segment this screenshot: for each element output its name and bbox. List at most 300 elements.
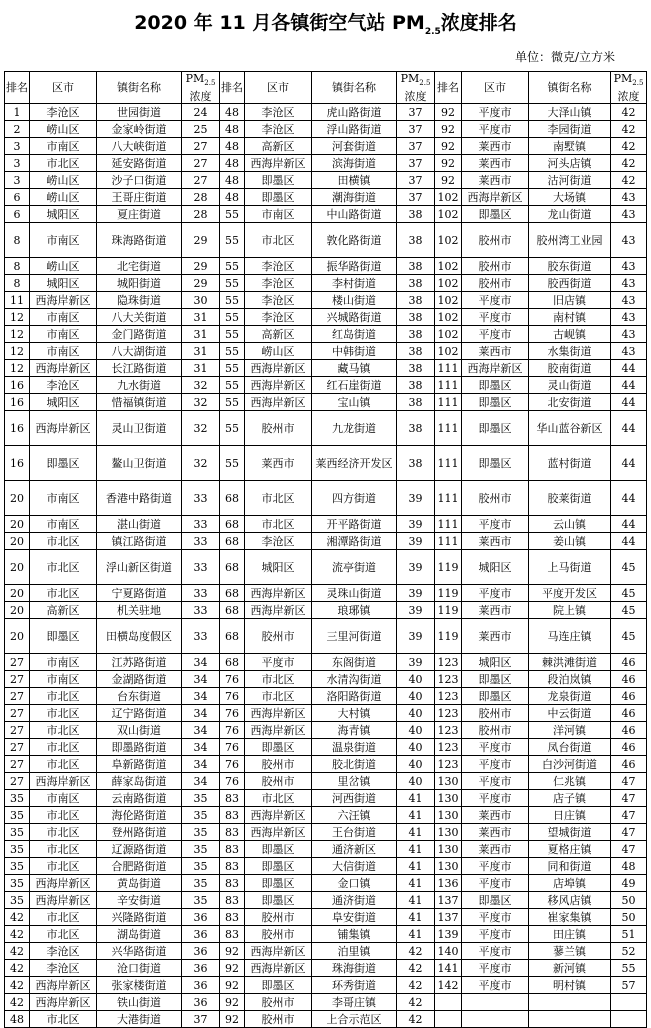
header-rank: 排名 (5, 72, 30, 104)
pm25-cell: 35 (182, 892, 220, 909)
street-cell: 店子镇 (529, 790, 611, 807)
district-cell: 莱西市 (462, 138, 529, 155)
rank-cell: 48 (220, 189, 245, 206)
pm25-cell: 35 (182, 807, 220, 824)
district-cell: 平度市 (462, 960, 529, 977)
district-cell: 西海岸新区 (245, 360, 312, 377)
rank-cell: 130 (435, 841, 462, 858)
pm25-cell (611, 994, 647, 1011)
street-cell: 宁夏路街道 (97, 585, 182, 602)
district-cell: 李沧区 (245, 104, 312, 121)
street-cell: 河头店镇 (529, 155, 611, 172)
district-cell: 李沧区 (245, 309, 312, 326)
pm25-cell: 42 (611, 155, 647, 172)
street-cell: 八大关街道 (97, 309, 182, 326)
street-cell: 中云街道 (529, 705, 611, 722)
district-cell: 平度市 (462, 756, 529, 773)
pm25-cell: 46 (611, 688, 647, 705)
rank-cell: 92 (220, 994, 245, 1011)
street-cell: 仁兆镇 (529, 773, 611, 790)
district-cell: 崂山区 (30, 189, 97, 206)
street-cell: 薛家岛街道 (97, 773, 182, 790)
district-cell: 西海岸新区 (245, 155, 312, 172)
street-cell (529, 994, 611, 1011)
street-cell: 开平路街道 (312, 516, 397, 533)
pm25-cell: 41 (397, 824, 435, 841)
pm25-cell: 30 (182, 292, 220, 309)
table-row (5, 309, 647, 326)
header-district: 区市 (30, 72, 97, 104)
pm25-cell (611, 1011, 647, 1028)
rank-cell: 76 (220, 722, 245, 739)
street-cell: 环秀街道 (312, 977, 397, 994)
rank-cell: 92 (435, 121, 462, 138)
rank-cell: 92 (220, 943, 245, 960)
street-cell: 大港街道 (97, 1011, 182, 1028)
street-cell: 滨海街道 (312, 155, 397, 172)
district-cell: 西海岸新区 (30, 773, 97, 790)
pm25-cell: 37 (397, 121, 435, 138)
street-cell: 阜安街道 (312, 909, 397, 926)
rank-cell: 130 (435, 858, 462, 875)
street-cell: 北宅街道 (97, 258, 182, 275)
street-cell: 胶南街道 (529, 360, 611, 377)
rank-cell: 141 (435, 960, 462, 977)
district-cell: 即墨区 (245, 875, 312, 892)
header-street: 镇街名称 (97, 72, 182, 104)
district-cell: 市北区 (245, 671, 312, 688)
district-cell: 平度市 (462, 104, 529, 121)
rank-cell: 3 (5, 138, 30, 155)
street-cell: 灵山卫街道 (97, 411, 182, 446)
pm25-cell: 34 (182, 705, 220, 722)
pm25-cell: 33 (182, 550, 220, 585)
rank-cell: 92 (220, 960, 245, 977)
street-cell: 延安路街道 (97, 155, 182, 172)
pm25-cell: 40 (397, 688, 435, 705)
street-cell: 上合示范区 (312, 1011, 397, 1028)
rank-cell: 92 (220, 1011, 245, 1028)
street-cell: 湛山街道 (97, 516, 182, 533)
pm25-cell: 48 (611, 858, 647, 875)
pm25-cell: 36 (182, 943, 220, 960)
pm25-cell: 45 (611, 602, 647, 619)
rank-cell: 119 (435, 550, 462, 585)
district-cell: 城阳区 (30, 394, 97, 411)
rank-cell: 55 (220, 223, 245, 258)
table-row (5, 824, 647, 841)
pm25-cell: 37 (397, 104, 435, 121)
rank-cell: 6 (5, 189, 30, 206)
table-row (5, 602, 647, 619)
pm25-cell: 44 (611, 481, 647, 516)
district-cell: 市南区 (245, 206, 312, 223)
pm25-cell: 28 (182, 206, 220, 223)
district-cell: 即墨区 (462, 671, 529, 688)
district-cell: 西海岸新区 (245, 705, 312, 722)
pm25-cell: 39 (397, 585, 435, 602)
pm25-cell: 38 (397, 223, 435, 258)
pm25-cell: 47 (611, 790, 647, 807)
street-cell: 琅琊镇 (312, 602, 397, 619)
table-body (5, 104, 647, 1028)
pm25-cell: 41 (397, 926, 435, 943)
district-cell: 胶州市 (462, 722, 529, 739)
pm25-cell: 31 (182, 343, 220, 360)
rank-cell: 27 (5, 756, 30, 773)
table-row (5, 841, 647, 858)
street-cell: 流亭街道 (312, 550, 397, 585)
table-row (5, 343, 647, 360)
rank-cell: 12 (5, 309, 30, 326)
pm25-cell: 52 (611, 943, 647, 960)
table-row (5, 258, 647, 275)
rank-cell: 55 (220, 446, 245, 481)
district-cell: 西海岸新区 (245, 602, 312, 619)
district-cell: 西海岸新区 (30, 411, 97, 446)
district-cell: 平度市 (462, 121, 529, 138)
table-row (5, 155, 647, 172)
table-row (5, 326, 647, 343)
rank-cell: 123 (435, 722, 462, 739)
pm25-cell: 38 (397, 446, 435, 481)
district-cell: 胶州市 (245, 909, 312, 926)
rank-cell: 102 (435, 275, 462, 292)
district-cell: 莱西市 (462, 343, 529, 360)
table-row (5, 654, 647, 671)
street-cell: 沧口街道 (97, 960, 182, 977)
rank-cell: 12 (5, 360, 30, 377)
pm25-cell: 32 (182, 394, 220, 411)
pm25-cell: 44 (611, 533, 647, 550)
pm25-cell: 35 (182, 824, 220, 841)
street-cell: 店埠镇 (529, 875, 611, 892)
pm25-cell: 32 (182, 411, 220, 446)
pm25-cell: 40 (397, 705, 435, 722)
rank-cell: 16 (5, 394, 30, 411)
district-cell: 李沧区 (245, 292, 312, 309)
rank-cell: 123 (435, 688, 462, 705)
rank-cell: 76 (220, 739, 245, 756)
district-cell: 即墨区 (245, 172, 312, 189)
district-cell: 西海岸新区 (245, 585, 312, 602)
street-cell: 胶州湾工业园 (529, 223, 611, 258)
street-cell: 长江路街道 (97, 360, 182, 377)
rank-cell: 55 (220, 394, 245, 411)
district-cell: 西海岸新区 (245, 394, 312, 411)
rank-cell: 119 (435, 619, 462, 654)
street-cell: 红岛街道 (312, 326, 397, 343)
pm25-cell: 34 (182, 671, 220, 688)
district-cell: 市北区 (30, 858, 97, 875)
pm25-cell: 33 (182, 619, 220, 654)
district-cell: 平度市 (245, 654, 312, 671)
rank-cell: 48 (220, 172, 245, 189)
rank-cell: 76 (220, 705, 245, 722)
rank-cell: 92 (220, 977, 245, 994)
pm25-cell: 42 (397, 977, 435, 994)
street-cell: 大村镇 (312, 705, 397, 722)
table-row (5, 411, 647, 446)
street-cell: 水集街道 (529, 343, 611, 360)
rank-cell: 76 (220, 756, 245, 773)
pm25-cell: 31 (182, 309, 220, 326)
rank-cell: 1 (5, 104, 30, 121)
rank-cell: 55 (220, 326, 245, 343)
street-cell: 李园街道 (529, 121, 611, 138)
rank-cell: 12 (5, 343, 30, 360)
district-cell: 西海岸新区 (462, 360, 529, 377)
rank-cell: 111 (435, 446, 462, 481)
table-row (5, 446, 647, 481)
street-cell: 泊里镇 (312, 943, 397, 960)
pm25-cell: 46 (611, 705, 647, 722)
street-cell: 兴城路街道 (312, 309, 397, 326)
street-cell: 胶西街道 (529, 275, 611, 292)
rank-cell: 42 (5, 960, 30, 977)
street-cell: 崔家集镇 (529, 909, 611, 926)
rank-cell: 68 (220, 619, 245, 654)
pm25-cell: 46 (611, 739, 647, 756)
district-cell: 市北区 (30, 688, 97, 705)
pm25-cell: 38 (397, 343, 435, 360)
pm25-cell: 33 (182, 585, 220, 602)
district-cell: 平度市 (462, 773, 529, 790)
street-cell: 湘潭路街道 (312, 533, 397, 550)
pm25-cell: 39 (397, 533, 435, 550)
header-rank: 排名 (220, 72, 245, 104)
street-cell: 三里河街道 (312, 619, 397, 654)
table-row (5, 275, 647, 292)
rank-cell: 102 (435, 189, 462, 206)
rank-cell: 111 (435, 533, 462, 550)
district-cell: 胶州市 (462, 258, 529, 275)
pm25-cell: 31 (182, 326, 220, 343)
pm25-cell: 39 (397, 602, 435, 619)
pm25-cell: 42 (611, 138, 647, 155)
table-row (5, 858, 647, 875)
street-cell: 河套街道 (312, 138, 397, 155)
rank-cell: 102 (435, 309, 462, 326)
rank-cell: 123 (435, 705, 462, 722)
rank-cell: 137 (435, 909, 462, 926)
street-cell: 南墅镇 (529, 138, 611, 155)
pm25-cell: 57 (611, 977, 647, 994)
district-cell: 莱西市 (462, 619, 529, 654)
pm25-cell: 46 (611, 756, 647, 773)
header-row (5, 72, 647, 104)
pm25-cell: 37 (182, 1011, 220, 1028)
rank-cell: 55 (220, 411, 245, 446)
street-cell: 旧店镇 (529, 292, 611, 309)
rank-cell: 48 (220, 104, 245, 121)
header-street: 镇街名称 (312, 72, 397, 104)
street-cell: 即墨路街道 (97, 739, 182, 756)
district-cell: 市北区 (245, 790, 312, 807)
pm25-cell: 39 (397, 550, 435, 585)
rank-cell: 83 (220, 807, 245, 824)
district-cell: 李沧区 (245, 258, 312, 275)
street-cell: 九龙街道 (312, 411, 397, 446)
street-cell: 莱西经济开发区 (312, 446, 397, 481)
street-cell: 龙泉街道 (529, 688, 611, 705)
district-cell: 李沧区 (245, 533, 312, 550)
street-cell: 惜福镇街道 (97, 394, 182, 411)
district-cell: 西海岸新区 (30, 875, 97, 892)
rank-cell: 55 (220, 292, 245, 309)
district-cell: 高新区 (245, 326, 312, 343)
header-rank: 排名 (435, 72, 462, 104)
street-cell: 城阳街道 (97, 275, 182, 292)
page-title: 2020 年 11 月各镇街空气站 $PM_{2.5}$浓度排名 (134, 12, 517, 37)
street-cell: 金门路街道 (97, 326, 182, 343)
street-cell: 辽宁路街道 (97, 705, 182, 722)
rank-cell: 20 (5, 533, 30, 550)
district-cell: 莱西市 (462, 155, 529, 172)
rank-cell: 20 (5, 550, 30, 585)
table-header (5, 72, 647, 104)
rank-cell: 42 (5, 977, 30, 994)
street-cell: 六汪镇 (312, 807, 397, 824)
district-cell: 李沧区 (30, 960, 97, 977)
table-row (5, 705, 647, 722)
district-cell: 即墨区 (245, 189, 312, 206)
header-pm25: $PM_{2.5}$浓度 (182, 72, 220, 104)
rank-cell: 83 (220, 875, 245, 892)
street-cell: 同和街道 (529, 858, 611, 875)
street-cell: 胶北街道 (312, 756, 397, 773)
pm25-cell: 33 (182, 516, 220, 533)
district-cell: 市南区 (30, 516, 97, 533)
street-cell: 日庄镇 (529, 807, 611, 824)
pm25-cell: 37 (397, 138, 435, 155)
header-district: 区市 (462, 72, 529, 104)
street-cell: 辛安街道 (97, 892, 182, 909)
district-cell: 莱西市 (462, 172, 529, 189)
district-cell: 市北区 (30, 1011, 97, 1028)
district-cell: 市北区 (30, 739, 97, 756)
pm25-cell: 24 (182, 104, 220, 121)
rank-cell: 27 (5, 705, 30, 722)
pm25-cell: 42 (397, 994, 435, 1011)
table-row (5, 138, 647, 155)
street-cell: 海青镇 (312, 722, 397, 739)
street-cell: 大信街道 (312, 858, 397, 875)
street-cell: 白沙河街道 (529, 756, 611, 773)
district-cell: 西海岸新区 (30, 360, 97, 377)
pm25-cell: 34 (182, 756, 220, 773)
rank-cell: 130 (435, 824, 462, 841)
pm25-cell: 38 (397, 275, 435, 292)
district-cell: 高新区 (30, 602, 97, 619)
district-cell: 市北区 (30, 824, 97, 841)
rank-cell: 55 (220, 309, 245, 326)
rank-cell: 130 (435, 807, 462, 824)
district-cell: 李沧区 (245, 121, 312, 138)
street-cell: 平度开发区 (529, 585, 611, 602)
rank-cell: 27 (5, 773, 30, 790)
district-cell: 市南区 (30, 309, 97, 326)
rank-cell: 83 (220, 926, 245, 943)
pm25-cell: 43 (611, 343, 647, 360)
street-cell: 王台街道 (312, 824, 397, 841)
table-row (5, 994, 647, 1011)
street-cell: 湖岛街道 (97, 926, 182, 943)
pm25-cell: 29 (182, 275, 220, 292)
pm25-cell: 27 (182, 172, 220, 189)
rank-cell: 12 (5, 326, 30, 343)
street-cell: 灵珠山街道 (312, 585, 397, 602)
rank-cell (435, 994, 462, 1011)
district-cell: 即墨区 (462, 206, 529, 223)
pm25-cell: 41 (397, 807, 435, 824)
pm25-cell: 43 (611, 326, 647, 343)
pm25-cell: 38 (397, 377, 435, 394)
district-cell: 西海岸新区 (462, 189, 529, 206)
pm25-cell: 49 (611, 875, 647, 892)
rank-cell: 111 (435, 377, 462, 394)
pm25-cell: 36 (182, 909, 220, 926)
district-cell: 西海岸新区 (245, 943, 312, 960)
pm25-cell: 38 (397, 309, 435, 326)
pm25-cell: 33 (182, 602, 220, 619)
district-cell: 平度市 (462, 790, 529, 807)
pm25-cell: 36 (182, 977, 220, 994)
street-cell: 黄岛街道 (97, 875, 182, 892)
pm25-cell: 38 (397, 292, 435, 309)
pm25-cell: 43 (611, 275, 647, 292)
rank-cell: 119 (435, 602, 462, 619)
pm25-cell: 43 (611, 292, 647, 309)
rank-cell: 2 (5, 121, 30, 138)
rank-cell: 76 (220, 688, 245, 705)
street-cell: 红石崖街道 (312, 377, 397, 394)
district-cell: 胶州市 (245, 1011, 312, 1028)
district-cell: 市北区 (245, 516, 312, 533)
district-cell: 市北区 (30, 550, 97, 585)
street-cell: 金家岭街道 (97, 121, 182, 138)
rank-cell: 55 (220, 360, 245, 377)
street-cell: 辽源路街道 (97, 841, 182, 858)
street-cell: 田横岛度假区 (97, 619, 182, 654)
district-cell: 市北区 (30, 909, 97, 926)
header-street: 镇街名称 (529, 72, 611, 104)
rank-cell: 27 (5, 654, 30, 671)
street-cell: 浮山新区街道 (97, 550, 182, 585)
unit-label: 单位：微克/立方米 (514, 50, 615, 64)
rank-cell: 20 (5, 516, 30, 533)
rank-cell: 55 (220, 258, 245, 275)
street-cell: 段泊岚镇 (529, 671, 611, 688)
street-cell: 北安街道 (529, 394, 611, 411)
district-cell: 西海岸新区 (245, 377, 312, 394)
district-cell: 西海岸新区 (245, 722, 312, 739)
rank-cell: 27 (5, 722, 30, 739)
table-row (5, 206, 647, 223)
district-cell: 平度市 (462, 516, 529, 533)
street-cell: 振华路街道 (312, 258, 397, 275)
district-cell: 崂山区 (30, 172, 97, 189)
pm25-cell: 28 (182, 189, 220, 206)
rank-cell: 42 (5, 926, 30, 943)
district-cell: 市北区 (30, 756, 97, 773)
street-cell: 铁山街道 (97, 994, 182, 1011)
district-cell: 胶州市 (245, 994, 312, 1011)
pm25-cell: 37 (397, 189, 435, 206)
rank-cell: 83 (220, 790, 245, 807)
pm25-cell: 39 (397, 619, 435, 654)
rank-cell: 55 (220, 377, 245, 394)
